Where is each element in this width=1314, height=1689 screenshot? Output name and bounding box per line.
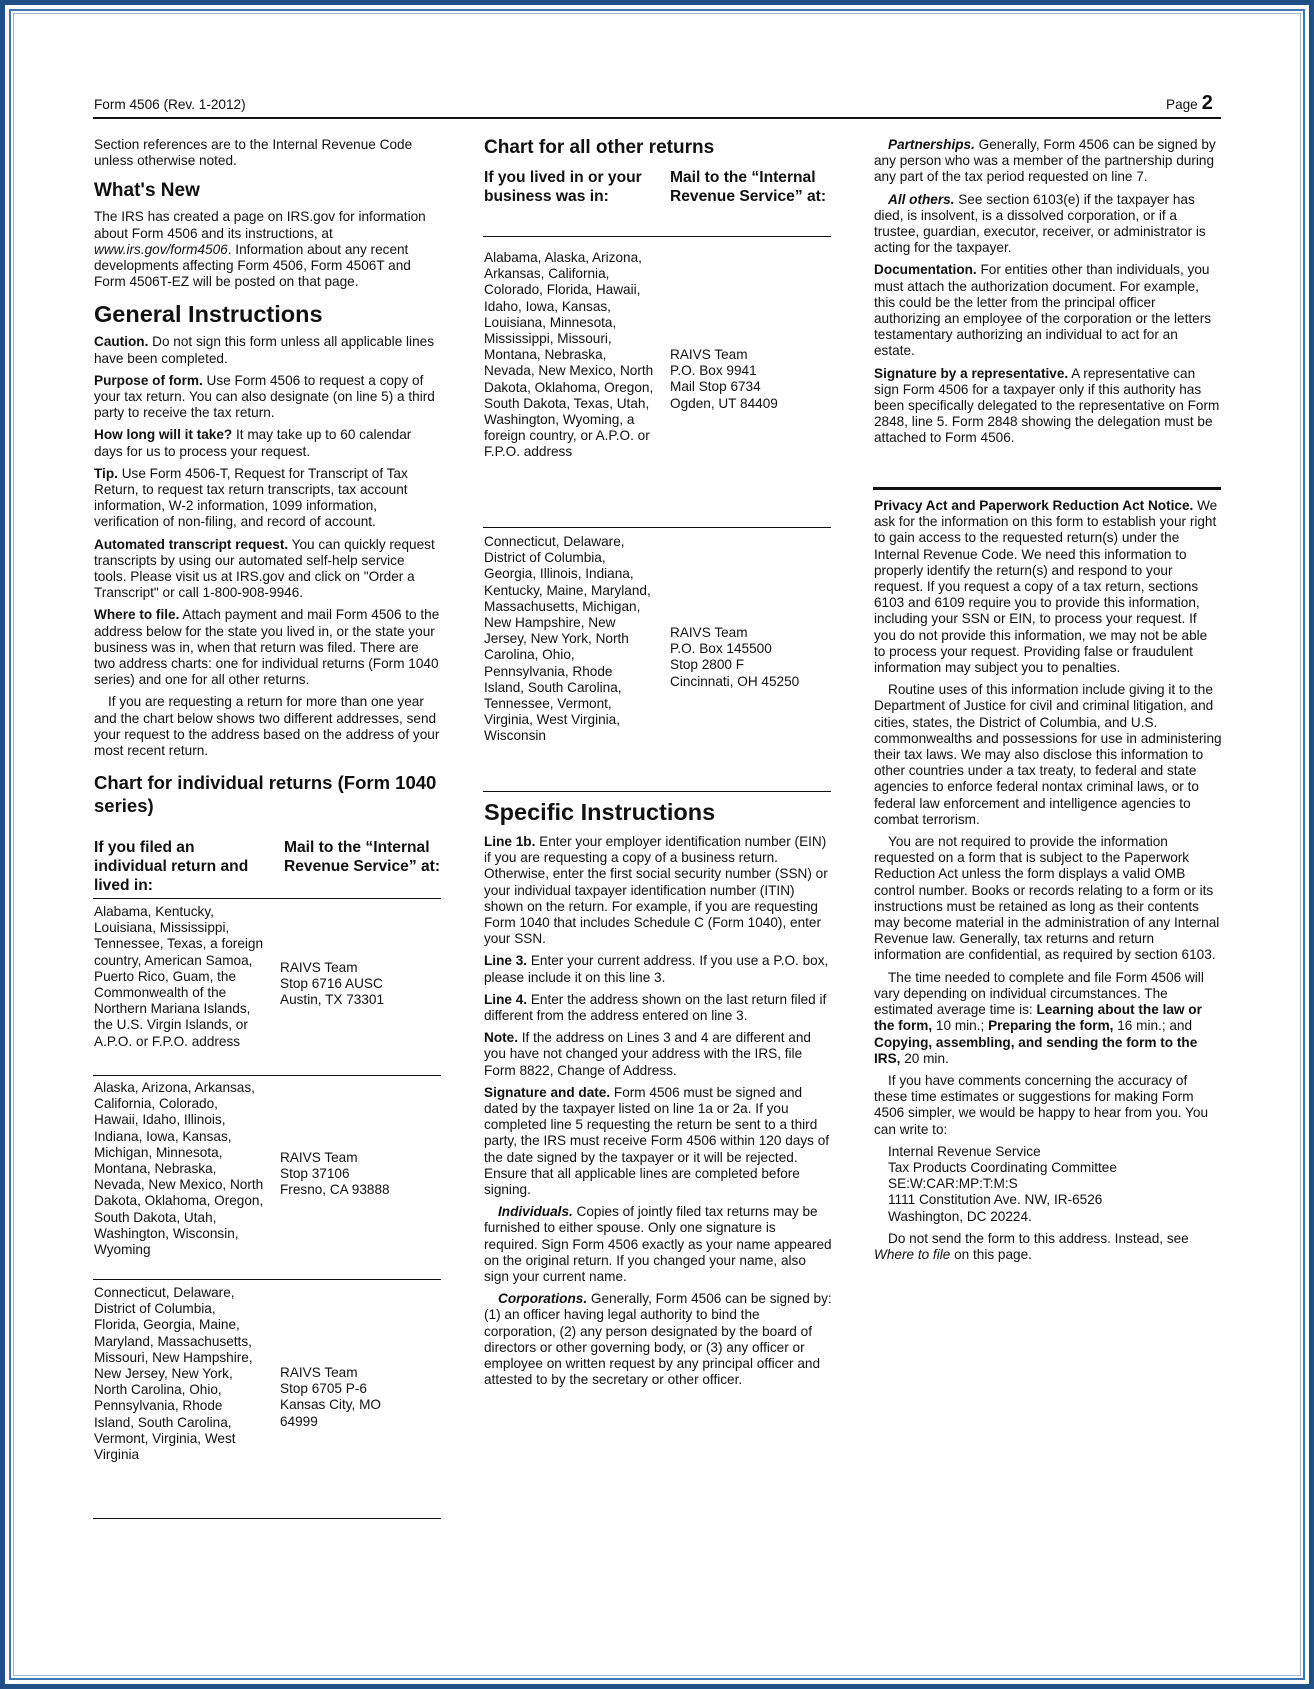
individual-chart-header-rule: [93, 898, 441, 899]
partnerships-text: Generally, Form 4506 can be signed by any person who was a member of the partnership during any part of the tax period requested on line 7.: [874, 137, 1216, 185]
tip-paragraph: [94, 466, 440, 531]
note-paragraph: [484, 1030, 832, 1079]
line-4-label: Line 4.: [484, 991, 528, 1007]
signature-representative-label: Signature by a representative.: [874, 365, 1069, 381]
column-3-top: [874, 137, 1222, 453]
time-learning-label: Learning about the law or the form,: [874, 1002, 1202, 1034]
time-learning-value: 10 min.;: [932, 1018, 989, 1034]
general-instructions-heading: General Instructions: [94, 301, 323, 328]
whats-new-link[interactable]: www.irs.gov/form4506: [94, 241, 228, 257]
partnerships-label: Partnerships.: [888, 137, 975, 152]
individuals-text: Copies of jointly filed tax returns may be furnished to either spouse. Only one signature is required. Sign Form 4506 exactly as your name appeared on the original return. If you changed your name, also sign your current name.: [484, 1204, 832, 1285]
page-label: Page: [1166, 97, 1198, 112]
time-copying-label: Copying, assembling, and sending the form to the IRS,: [874, 1034, 1198, 1066]
individual-chart-col-b-header: Mail to the “Internal Revenue Service” at:: [284, 839, 441, 875]
individual-row-3-address: RAIVS Team Stop 6705 P-6 Kansas City, MO 64999: [280, 1365, 381, 1429]
tip-label: Tip.: [94, 465, 118, 481]
caution-paragraph: [94, 334, 440, 366]
individual-row-1-states: Alabama, Kentucky, Louisiana, Mississippi, Tennessee, Texas, a foreign country, American Samoa, Puerto Rico, Guam, the Commonwealth of the Northern Mariana Islands, the U.S. Virgin Islands, or A.P.O. or F.P.O. address: [94, 904, 264, 1049]
header-rule: [93, 117, 1221, 119]
signature-representative-paragraph: [874, 366, 1222, 447]
other-row-1-rule: [483, 527, 831, 528]
note-text: If the address on Lines 3 and 4 are different and you have not changed your address with the IRS, file Form 8822, Change of Address.: [484, 1030, 811, 1078]
where-to-file-paragraph: [94, 607, 440, 688]
line-3-text: Enter your current address. If you use a P.O. box, please include it on this line 3.: [484, 953, 829, 985]
how-long-paragraph: [94, 427, 440, 459]
page-indicator: [1166, 92, 1213, 115]
privacy-separator-rule: [873, 487, 1221, 490]
time-copying-value: 20 min.: [900, 1050, 949, 1066]
other-chart-col-b-header: Mail to the “Internal Revenue Service” at:: [670, 169, 827, 205]
how-long-label: How long will it take?: [94, 427, 233, 443]
where-to-file-reference: Where to file: [874, 1246, 951, 1262]
individual-row-1-address: RAIVS Team Stop 6716 AUSC Austin, TX 73301: [280, 960, 385, 1008]
line-4-paragraph: [484, 992, 832, 1024]
other-row-1-states: Alabama, Alaska, Arizona, Arkansas, California, Colorado, Florida, Hawaii, Idaho, Iowa, Kansas, Louisiana, Minnesota, Mississippi, Missouri, Montana, Nebraska, Nevada, New Mexico, North Dakota, Oklahoma, Oregon, South Dakota, Texas, Utah, Washington, Wyoming, a foreign country, or A.P.O. or F.P.O. address: [484, 250, 654, 460]
automated-transcript-paragraph: [94, 537, 440, 602]
line-1b-paragraph: [484, 834, 832, 947]
form-id: Form 4506 (Rev. 1-2012): [94, 97, 246, 112]
documentation-text: For entities other than individuals, you must attach the authorization document. For example, this could be the letter from the principal officer authorizing an employee of the corporation or the letters testamentary authorizing an individual to act for an estate.: [874, 262, 1212, 359]
irs-mailing-address: Internal Revenue Service Tax Products Coordinating Committee SE:W:CAR:MP:T:M:S 1111 Constitution Ave. NW, IR-6526 Washington, DC 20224.: [888, 1143, 1117, 1224]
privacy-act-text: We ask for the information on this form to establish your right to gain access to the requested return(s) under the Internal Revenue Code. We need this information to properly identify the return(s) and respond to your request. If you request a copy of a tax return, sections 6103 and 6109 require you to provide this information, including your SSN or EIN, to process your request. If you do not provide this information, we may not be able to process your request. Providing false or fraudulent information may subject you to penalties.: [874, 498, 1218, 676]
other-chart-col-a-header: If you lived in or your business was in:: [484, 169, 642, 205]
column-3-bottom: [874, 498, 1222, 1269]
privacy-act-label: Privacy Act and Paperwork Reduction Act Notice.: [874, 498, 1194, 513]
privacy-act-paragraph: [874, 498, 1222, 676]
whats-new-heading: What's New: [94, 180, 200, 202]
individual-row-2-states: Alaska, Arizona, Arkansas, California, Colorado, Hawaii, Idaho, Illinois, Indiana, Iowa, Kansas, Michigan, Minnesota, Montana, Nebraska, Nevada, New Mexico, North Dakota, Oklahoma, Oregon, South Dakota, Utah, Washington, Wisconsin, Wyoming: [94, 1080, 264, 1258]
corporations-text: Generally, Form 4506 can be signed by: (1) an officer having legal authority to bind the corporation, (2) any person designated by the board of directors or other governing body, or (3) any officer or employee on written request by any principal officer and attested to by the secretary or other officer.: [484, 1291, 832, 1388]
individual-chart-heading: Chart for individual returns (Form 1040 series): [94, 772, 437, 817]
individual-chart-bottom-rule: [93, 1518, 441, 1519]
routine-uses-paragraph: Routine uses of this information include giving it to the Department of Justice for civil and criminal litigation, and cities, states, the District of Columbia, and U.S. commonwealths and possessions for use in administering their tax laws. We may also disclose this information to other countries under a tax treaty, to federal and state agencies to enforce federal nontax criminal laws, or to federal law enforcement and intelligence agencies to combat terrorism.: [874, 682, 1222, 827]
documentation-paragraph: [874, 262, 1222, 359]
all-others-paragraph: [874, 192, 1222, 257]
corporations-paragraph: [484, 1291, 832, 1388]
line-3-paragraph: [484, 953, 832, 985]
purpose-text: Use Form 4506 to request a copy of your tax return. You can also designate (on line 5) a third party to receive the tax return.: [94, 372, 435, 421]
column-1: [94, 137, 440, 817]
line-1b-text: Enter your employer identification number (EIN) if you are requesting a copy of a business return. Otherwise, enter the first social security number (SSN) or your individual taxpayer identification number (ITIN) shown on the return. For example, if you are requesting Form 1040 that includes Schedule C (Form 1040), enter your SSN.: [484, 834, 828, 947]
automated-transcript-text: You can quickly request transcripts by using our automated self-help service tools. Please visit us at IRS.gov and click on "Order a Transcript" or call 1-800-908-9946.: [94, 536, 435, 601]
how-long-text: It may take up to 60 calendar days for us to process your request.: [94, 427, 412, 459]
all-others-text: See section 6103(e) if the taxpayer has died, is insolvent, is a dissolved corporation, or if a trustee, guardian, executor, receiver, or administrator is acting for the taxpayer.: [874, 191, 1206, 256]
line-1b-label: Line 1b.: [484, 834, 536, 849]
section-references: Section references are to the Internal Revenue Code unless otherwise noted.: [94, 137, 413, 169]
documentation-label: Documentation.: [874, 262, 977, 278]
individual-row-2-rule: [93, 1279, 441, 1280]
signature-date-paragraph: [484, 1085, 832, 1198]
specific-instructions-heading: Specific Instructions: [484, 799, 716, 825]
other-chart-bottom-rule: [483, 791, 831, 792]
individual-row-2-address: RAIVS Team Stop 37106 Fresno, CA 93888: [280, 1150, 390, 1198]
where-to-file-label: Where to file.: [94, 607, 180, 623]
signature-date-text: Form 4506 must be signed and dated by the taxpayer listed on line 1a or 2a. If you completed line 5 requesting the return be sent to a third party, the IRS must receive Form 4506 within 120 days of the date signed by the taxpayer or it will be rejected. Ensure that all applicable lines are completed before signing.: [484, 1084, 830, 1198]
time-estimate-text: The time needed to complete and file Form 4506 will vary depending on individual circumstances. The estimated average time is:: [874, 969, 1204, 1018]
time-preparing-value: 16 min.; and: [1113, 1018, 1193, 1034]
page-number: 2: [1201, 92, 1213, 114]
all-others-label: All others.: [888, 191, 955, 207]
purpose-label: Purpose of form.: [94, 372, 203, 388]
specific-instructions: [484, 798, 832, 1395]
comments-paragraph: If you have comments concerning the accuracy of these time estimates or suggestions for making Form 4506 simpler, we would be happy to hear from you. You can write to:: [874, 1072, 1209, 1137]
do-not-send-paragraph: [874, 1231, 1222, 1263]
time-estimate-paragraph: [874, 970, 1222, 1067]
corporations-label: Corporations.: [498, 1291, 588, 1307]
other-row-1-address: RAIVS Team P.O. Box 9941 Mail Stop 6734 Ogden, UT 84409: [670, 347, 778, 411]
individuals-label: Individuals.: [498, 1204, 573, 1220]
do-not-send-text-end: on this page.: [950, 1246, 1032, 1262]
time-preparing-label: Preparing the form,: [988, 1018, 1114, 1034]
individual-chart-col-a-header: If you filed an individual return and lived in:: [94, 839, 249, 894]
other-chart-header-rule: [483, 236, 831, 237]
other-row-2-states: Connecticut, Delaware, District of Columbia, Georgia, Illinois, Indiana, Kentucky, Maine, Maryland, Massachusetts, Michigan, New Hampshire, New Jersey, New York, North Carolina, Ohio, Pennsylvania, Rhode Island, South Carolina, Tennessee, Vermont, Virginia, West Virginia, Wisconsin: [484, 534, 651, 744]
line-3-label: Line 3.: [484, 953, 528, 969]
purpose-paragraph: [94, 373, 440, 422]
multi-year-paragraph: If you are requesting a return for more than one year and the chart below shows two different addresses, send your request to the address based on the address of your most recent return.: [94, 694, 440, 759]
not-required-paragraph: You are not required to provide the information requested on a form that is subject to the Paperwork Reduction Act unless the form displays a valid OMB control number. Books or records relating to a form or its instructions must be retained as long as their contents may become material in the administration of any Internal Revenue law. Generally, tax returns and return information are confidential, as required by section 6103.: [874, 834, 1220, 963]
note-label: Note.: [484, 1030, 518, 1046]
other-row-2-address: RAIVS Team P.O. Box 145500 Stop 2800 F Cincinnati, OH 45250: [670, 625, 800, 689]
whats-new-text: The IRS has created a page on IRS.gov for information about Form 4506 and its instructions, at: [94, 209, 426, 241]
line-4-text: Enter the address shown on the last return filed if different from the address entered on line 3.: [484, 991, 827, 1024]
individual-row-1-rule: [93, 1075, 441, 1076]
do-not-send-text: Do not send the form to this address. Instead, see: [888, 1230, 1189, 1246]
individual-row-3-states: Connecticut, Delaware, District of Columbia, Florida, Georgia, Maine, Maryland, Massachusetts, Missouri, New Hampshire, New Jersey, New York, North Carolina, Ohio, Pennsylvania, Rhode Island, South Carolina, Vermont, Virginia, West Virginia: [94, 1285, 253, 1463]
partnerships-paragraph: [874, 137, 1222, 186]
caution-text: Do not sign this form unless all applicable lines have been completed.: [94, 334, 434, 366]
caution-label: Caution.: [94, 334, 149, 350]
signature-representative-text: A representative can sign Form 4506 for a taxpayer only if this authority has been specifically delegated to the representative on Form 2848, line 5. Form 2848 showing the delegation must be attached to Form 4506.: [874, 365, 1220, 446]
whats-new-text-end: . Information about any recent developments affecting Form 4506, Form 4506T and Form 4506T-EZ will be posted on that page.: [94, 241, 411, 290]
signature-date-label: Signature and date.: [484, 1084, 611, 1100]
automated-transcript-label: Automated transcript request.: [94, 536, 289, 552]
where-to-file-text: Attach payment and mail Form 4506 to the address below for the state you lived in, or the state your business was in, when that return was filed. There are two address charts: one for individual returns (Form 1040 series) and one for all other returns.: [94, 607, 440, 688]
other-returns-chart-heading: Chart for all other returns: [484, 137, 715, 158]
whats-new-paragraph: [94, 209, 440, 290]
tip-text: Use Form 4506-T, Request for Transcript of Tax Return, to request tax return transcripts, tax account information, W-2 information, 1099 information, verification of non-filing, and record of account.: [94, 465, 408, 530]
individuals-paragraph: [484, 1204, 832, 1285]
